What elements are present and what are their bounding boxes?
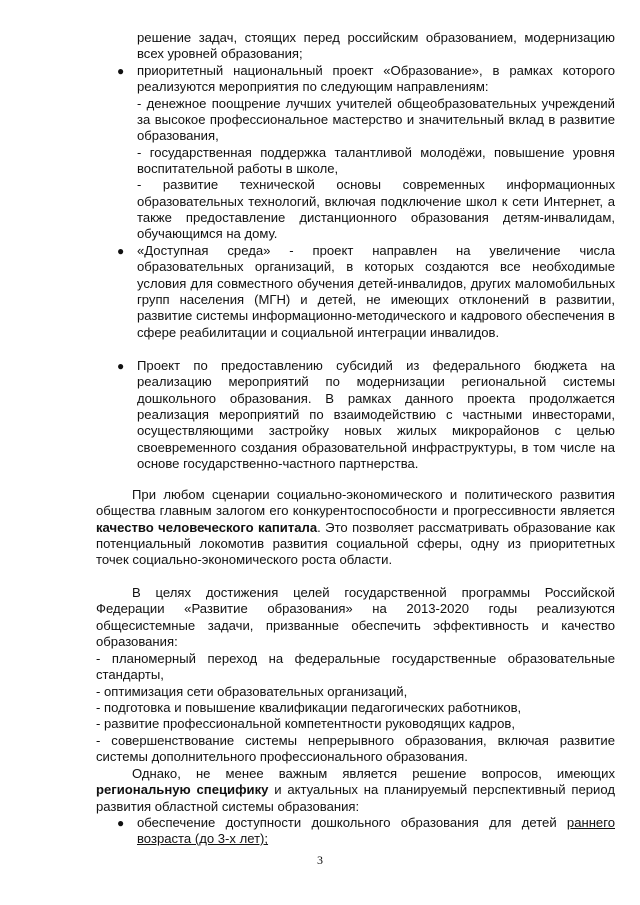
bullet-subitem: - государственная поддержка талантливой молодёжи, повышение уровня воспитательной работы в школе,	[137, 144, 615, 177]
paragraph-text: . Это позволяет рассматривать образование как потенциальный локомотив развития социальной сферы, одну из приоритетных точек социально-экономического роста области.	[96, 519, 615, 568]
bullet-icon: ●	[117, 64, 125, 78]
bullet-item-preschool-access	[117, 815, 615, 848]
bullet-item-education-project	[117, 63, 615, 243]
bullet-text: «Доступная среда» - проект направлен на увеличение числа образовательных организаций, в которых создаются все необходимые условия для совместного обучения детей-инвалидов, других маломобильных групп населения (МГН) и детей, не имеющих отклонений в развитии, развитие системы информационно-методического и кадрового обеспечения в сфере реабилитации и социальной интеграции инвалидов.	[137, 243, 615, 340]
paragraph-text: При любом сценарии социально-экономического и политического развития общества главным залогом его конкурентоспособности и прогрессивности является	[96, 487, 615, 519]
bullet-text: обеспечение доступности дошкольного образования для детей	[137, 815, 567, 830]
bullet-item-subsidies-project	[117, 358, 615, 472]
bullet-icon: ●	[117, 816, 125, 830]
bullet-subitem: - денежное поощрение лучших учителей общеобразовательных учреждений за высокое профессиональное мастерство и значительный вклад в развитие образования,	[137, 95, 615, 144]
page-number: 3	[317, 853, 323, 867]
bullet-text: приоритетный национальный проект «Образование», в рамках которого реализуются мероприятия по следующим направлениям:	[137, 63, 615, 95]
bullet-subitem: - развитие технической основы современных информационных образовательных технологий, включая подключение школ к сети Интернет, а также предоставление дистанционного образования детям-инвалидам, обучающимся на дому.	[137, 177, 615, 242]
list-item: - подготовка и повышение квалификации педагогических работников,	[96, 700, 522, 716]
continuation-paragraph: решение задач, стоящих перед российским образованием, модернизацию всех уровней образования;	[137, 30, 615, 62]
paragraph-text: Однако, не менее важным является решение вопросов, имеющих	[132, 766, 615, 781]
bullet-icon: ●	[117, 359, 125, 373]
list-item: - планомерный переход на федеральные государственные образовательные стандарты,	[96, 651, 615, 683]
paragraph-text: и актуальных на планируемый перспективный период развития областной системы образования:	[96, 782, 615, 814]
list-item: - развитие профессиональной компетентности руководящих кадров,	[96, 716, 515, 732]
bullet-icon: ●	[117, 244, 125, 258]
underlined-text: раннего возраста (до 3-х лет);	[137, 815, 615, 847]
paragraph-human-capital	[96, 487, 615, 569]
paragraph-state-program	[96, 585, 615, 650]
bullet-item-accessible-environment	[117, 243, 615, 341]
task-list	[96, 651, 615, 765]
paragraph-regional-specifics	[96, 766, 615, 815]
emphasis-text: региональную специфику	[96, 782, 269, 798]
emphasis-text: качество человеческого капитала	[96, 519, 318, 535]
paragraph-text: В целях достижения целей государственной программы Российской Федерации «Развитие образования» на 2013-2020 годы реализуются общесистемные задачи, призванные обеспечить эффективность и качество образования:	[96, 585, 615, 650]
continuation-text	[137, 30, 615, 63]
list-item: - оптимизация сети образовательных организаций,	[96, 683, 408, 699]
list-item: - совершенствование системы непрерывного образования, включая развитие системы дополнительного профессионального образования.	[96, 732, 615, 765]
bullet-text: Проект по предоставлению субсидий из федерального бюджета на реализацию мероприятий по модернизации региональной системы дошкольного образования. В рамках данного проекта продолжается реализация мероприятий по взаимодействию с частными инвесторами, осуществляющими застройку новых жилых микрорайонов с целью своевременного создания образовательной инфраструктуры, в том числе на основе государственно-частного партнерства.	[137, 358, 615, 472]
